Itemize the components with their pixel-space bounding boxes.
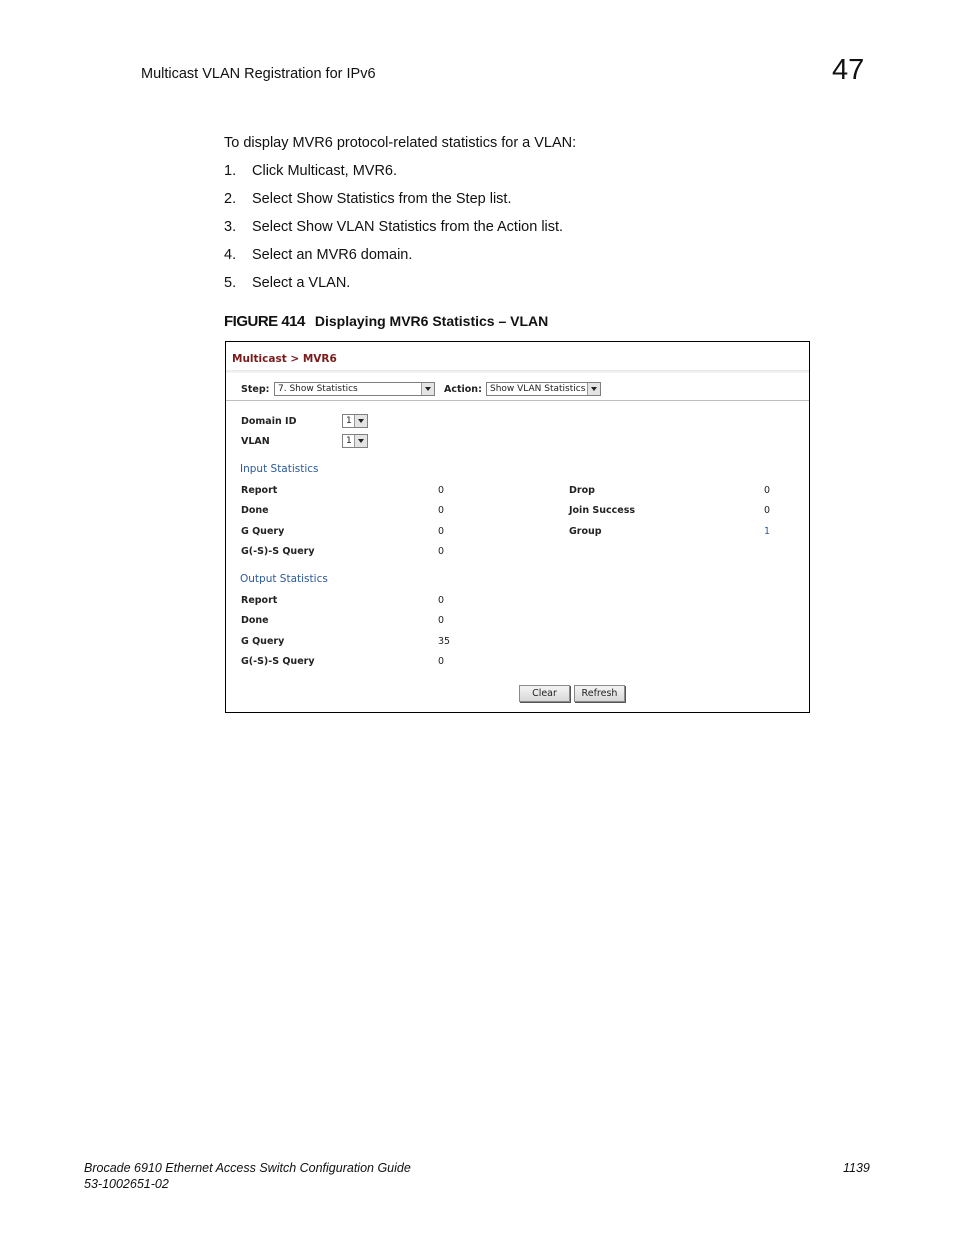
input-stat-label: Drop — [569, 485, 595, 496]
input-stat-value: 0 — [764, 485, 771, 496]
output-stat-label: G Query — [241, 636, 285, 647]
step-number: 5. — [224, 275, 237, 291]
intro-text: To display MVR6 protocol-related statistics for a VLAN: — [224, 135, 577, 151]
input-stat-label: G Query — [241, 526, 285, 537]
step-text: Select an MVR6 domain. — [252, 247, 413, 263]
input-stat-label: Group — [569, 526, 602, 537]
input-stat-label: Join Success — [569, 505, 636, 516]
output-statistics-title: Output Statistics — [240, 573, 328, 585]
action-label: Action: — [444, 384, 482, 395]
vlan-select[interactable] — [342, 434, 368, 448]
step-number: 2. — [224, 191, 237, 207]
vlan-value: 1 — [346, 436, 352, 446]
chevron-down-icon — [354, 415, 367, 427]
domain-id-value: 1 — [346, 416, 352, 426]
step-text: Select Show VLAN Statistics from the Action list. — [252, 219, 564, 235]
step-number: 3. — [224, 219, 237, 235]
output-stat-label: G(-S)-S Query — [241, 656, 315, 667]
refresh-button[interactable]: Refresh — [574, 685, 625, 702]
chevron-down-icon — [587, 383, 600, 395]
domain-id-label: Domain ID — [241, 416, 297, 427]
figure-caption — [224, 313, 548, 330]
input-stat-value: 0 — [764, 505, 771, 516]
figure-title: Displaying MVR6 Statistics – VLAN — [314, 313, 549, 329]
step-select[interactable] — [274, 382, 435, 396]
output-stat-label: Report — [241, 595, 278, 606]
input-stat-value: 0 — [438, 546, 445, 557]
figure-label: FIGURE 414 — [224, 313, 305, 330]
output-stat-value: 0 — [438, 615, 445, 626]
breadcrumb: Multicast > MVR6 — [232, 353, 337, 365]
step-text: Click Multicast, MVR6. — [252, 163, 398, 179]
input-stat-label: Report — [241, 485, 278, 496]
output-stat-value: 0 — [438, 595, 445, 606]
output-stat-label: Done — [241, 615, 269, 626]
chapter-number: 47 — [832, 54, 865, 86]
action-select[interactable] — [486, 382, 601, 396]
step-number: 1. — [224, 163, 237, 179]
action-select-value: Show VLAN Statistics — [490, 384, 586, 394]
breadcrumb-divider — [226, 370, 809, 373]
domain-id-select[interactable] — [342, 414, 368, 428]
input-stat-label: G(-S)-S Query — [241, 546, 315, 557]
step-text: Select Show Statistics from the Step list. — [252, 191, 512, 207]
page-number: 1139 — [843, 1161, 870, 1175]
toolbar-divider — [226, 400, 809, 401]
clear-button[interactable]: Clear — [519, 685, 570, 702]
output-stat-value: 35 — [438, 636, 451, 647]
chevron-down-icon — [354, 435, 367, 447]
input-stat-value: 1 — [764, 526, 771, 537]
output-stat-value: 0 — [438, 656, 445, 667]
input-stat-value: 0 — [438, 526, 445, 537]
input-stat-value: 0 — [438, 485, 445, 496]
step-number: 4. — [224, 247, 237, 263]
step-text: Select a VLAN. — [252, 275, 351, 291]
vlan-label: VLAN — [241, 436, 270, 447]
step-label: Step: — [241, 384, 270, 395]
footer-doc-number: 53-1002651-02 — [84, 1177, 169, 1191]
footer-book-title: Brocade 6910 Ethernet Access Switch Configuration Guide — [84, 1161, 411, 1175]
input-stat-value: 0 — [438, 505, 445, 516]
step-select-value: 7. Show Statistics — [278, 384, 358, 394]
input-statistics-title: Input Statistics — [240, 463, 319, 475]
screenshot-frame — [225, 341, 810, 713]
input-stat-label: Done — [241, 505, 269, 516]
chevron-down-icon — [421, 383, 434, 395]
running-header-title: Multicast VLAN Registration for IPv6 — [141, 66, 376, 82]
